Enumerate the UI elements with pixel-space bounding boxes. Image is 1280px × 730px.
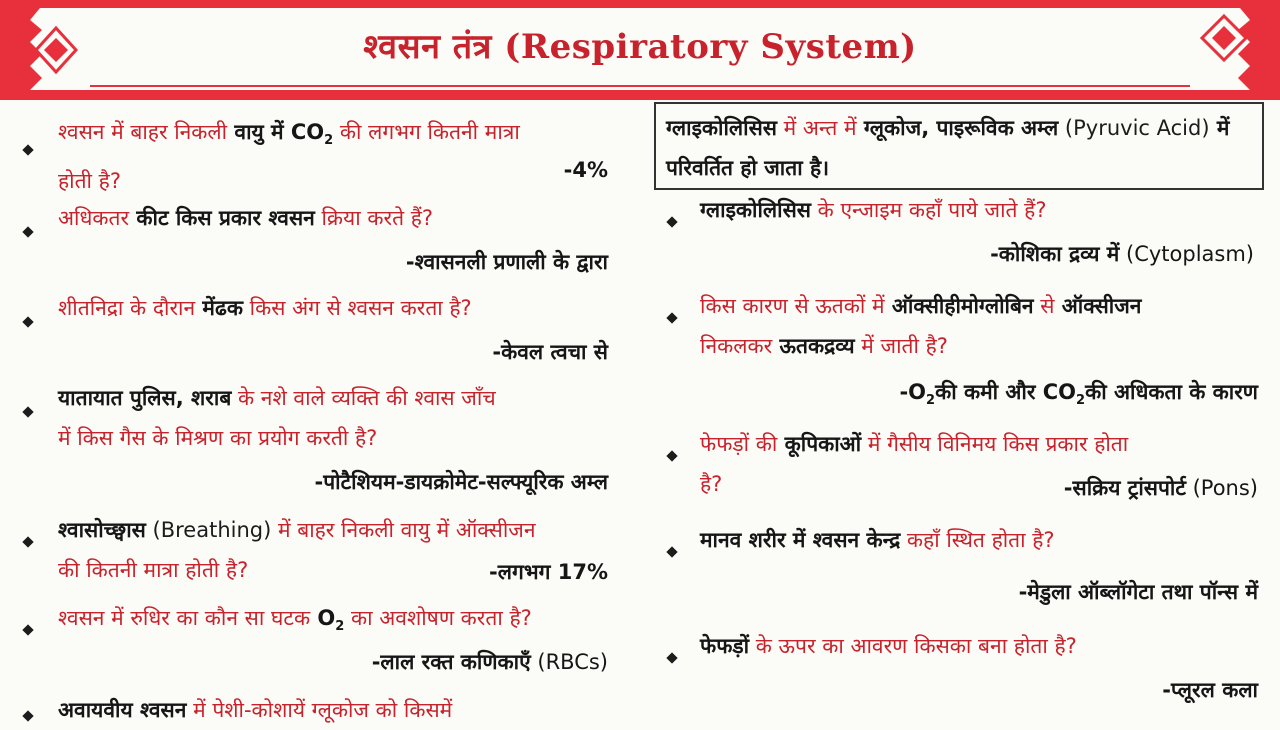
bullet-icon <box>22 624 33 635</box>
bullet-icon <box>22 406 33 417</box>
question-r4: मानव शरीर में श्वसन केन्द्र कहाँ स्थित होता है? <box>700 528 1055 552</box>
question-7: अवायवीय श्वसन में पेशी-कोशायें ग्लूकोज को किसमें <box>58 698 453 722</box>
bullet-icon <box>666 546 677 557</box>
page-title: श्वसन तंत्र (Respiratory System) <box>363 27 917 67</box>
answer-r1: -कोशिका द्रव्य में (Cytoplasm) <box>990 242 1254 266</box>
answer-4: -पोटैशियम-डायक्रोमेट-सल्फ्यूरिक अम्ल <box>314 470 608 494</box>
bullet-icon <box>666 652 677 663</box>
answer-5: -लगभग 17% <box>489 560 608 584</box>
answer-2: -श्वासनली प्रणाली के द्वारा <box>405 250 608 274</box>
bullet-icon <box>22 316 33 327</box>
answer-r2: $-O_2की$ कमी और $CO_2की$ अधिकता के कारण <box>899 380 1258 409</box>
bullet-icon <box>22 536 33 547</box>
answer-r3: -सक्रिय ट्रांसपोर्ट (Pons) <box>1063 476 1258 500</box>
answer-3: -केवल त्वचा से <box>492 340 608 364</box>
answer-6: -लाल रक्त कणिकाएँ (RBCs) <box>371 650 608 674</box>
question-3: शीतनिद्रा के दौरान मेंढक किस अंग से श्वसन करता है? <box>58 296 472 320</box>
question-r2: किस कारण से ऊतकों में ऑक्सीहीमोग्लोबिन से ऑक्सीजन निकलकर ऊतकद्रव्य में जाती है? <box>700 294 1142 358</box>
question-1: श्वसन में बाहर निकली वायु में $CO_2$ की लगभग कितनी मात्रा होती है? <box>58 120 520 194</box>
note-text: ग्लाइकोलिसिस में अन्त में ग्लूकोज, पाइरूविक अम्ल (Pyruvic Acid) में परिवर्तित हो जाता है। <box>666 116 1230 180</box>
header-banner <box>0 0 1280 102</box>
bullet-icon <box>22 226 33 237</box>
answer-r5: -प्लूरल कला <box>1162 678 1258 702</box>
question-2: अधिकतर कीट किस प्रकार श्वसन क्रिया करते हैं? <box>58 206 434 230</box>
bullet-icon <box>666 450 677 461</box>
question-5: श्वासोच्छ्वास (Breathing) में बाहर निकली वायु में ऑक्सीजन की कितनी मात्रा होती है? <box>58 518 536 582</box>
bullet-icon <box>666 216 677 227</box>
question-6: श्वसन में रुधिर का कौन सा घटक $O_2$ का अवशोषण करता है? <box>58 606 532 635</box>
bullet-icon <box>666 312 677 323</box>
question-r1: ग्लाइकोलिसिस के एन्जाइम कहाँ पाये जाते हैं? <box>700 198 1047 222</box>
question-4: यातायात पुलिस, शराब के नशे वाले व्यक्ति की श्वास जाँच में किस गैस के मिश्रण का प्रयोग करती है? <box>58 386 496 450</box>
glycolysis-note-box <box>654 102 1264 190</box>
answer-1: -4% <box>563 158 608 182</box>
question-r3: फेफड़ों की कूपिकाओं में गैसीय विनिमय किस प्रकार होता है? <box>700 432 1129 496</box>
bullet-icon <box>22 144 33 155</box>
answer-r4: -मेडुला ऑब्लॉगेटा तथा पॉन्स में <box>1018 580 1258 604</box>
question-r5: फेफड़ों के ऊपर का आवरण किसका बना होता है? <box>700 634 1077 658</box>
